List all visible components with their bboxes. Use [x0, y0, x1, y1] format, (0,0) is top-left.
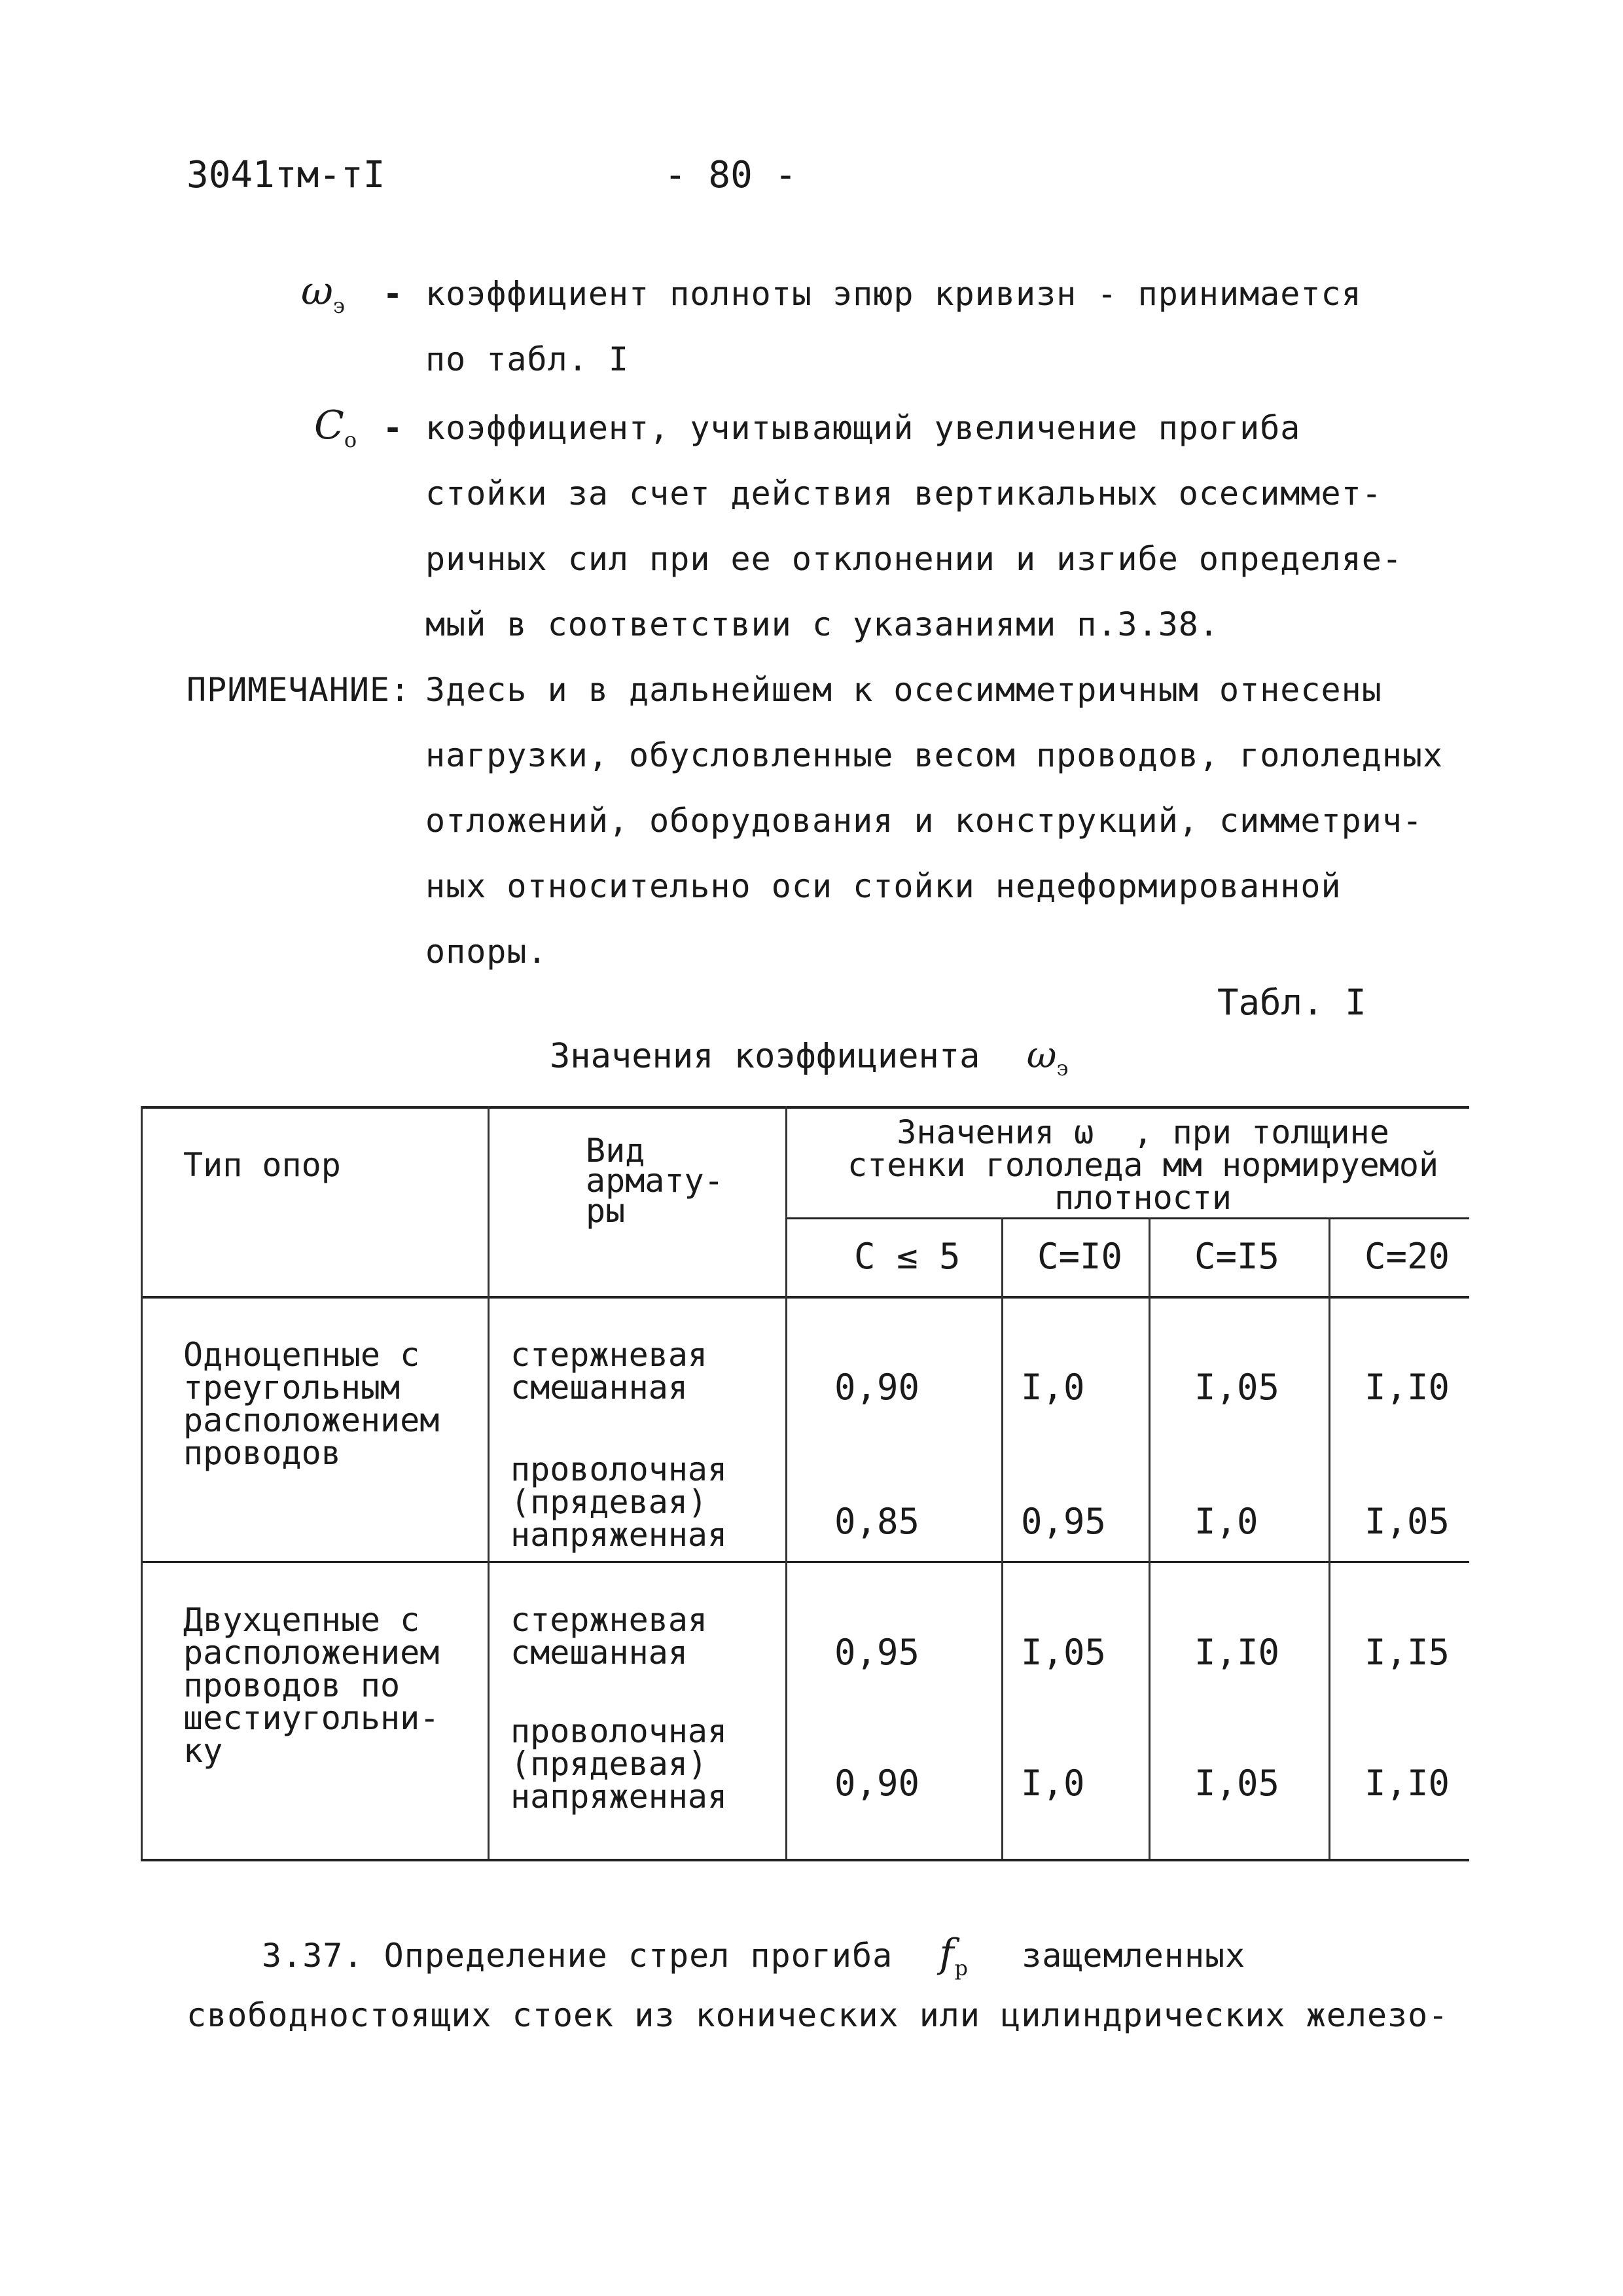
table-border	[141, 1106, 1469, 1109]
header-values-group: Значения ω , при толщине стенки гололеда мм нормируемой плотности	[847, 1113, 1439, 1217]
value-cell: I,I0	[1364, 1367, 1450, 1408]
paragraph-3-37	[262, 1931, 1245, 1981]
row-group-type: Одноцепные с треугольным расположением проводов	[183, 1336, 440, 1472]
table-rule	[785, 1106, 787, 1859]
paragraph-text: защемленных	[1022, 1937, 1246, 1975]
value-cell: 0,85	[834, 1501, 920, 1542]
f-p-symbol: $f_p$	[939, 1931, 969, 1981]
header-c15: C=I5	[1194, 1236, 1280, 1277]
table-rule	[785, 1217, 1469, 1219]
value-cell: I,0	[1021, 1367, 1085, 1408]
value-cell: I,0	[1021, 1763, 1085, 1804]
value-cell: I,05	[1194, 1763, 1280, 1804]
table-label: Табл. I	[1217, 982, 1366, 1023]
armature-cell: проволочная (прядевая) напряженная	[510, 1712, 728, 1816]
header-type: Тип опор	[183, 1146, 341, 1184]
armature-cell: стержневая смешанная	[510, 1336, 708, 1407]
table-rule	[1001, 1217, 1003, 1859]
paragraph-line: свободностоящих стоек из конических или цилиндрических железо-	[187, 1996, 1449, 2034]
value-cell: 0,95	[834, 1632, 920, 1673]
note-line: отложений, оборудования и конструкций, симметрич-	[425, 802, 1423, 840]
table-rule	[488, 1106, 490, 1859]
value-cell: I,05	[1194, 1367, 1280, 1408]
omega-e-symbol: $\omega_э$	[1026, 1034, 1069, 1081]
c-o-symbol: $C_о$	[314, 403, 357, 452]
definition-line: мый в соответствии с указаниями п.3.38.	[425, 605, 1219, 643]
header-c20: C=20	[1364, 1236, 1450, 1277]
value-cell: I,0	[1194, 1501, 1258, 1542]
armature-cell: проволочная (прядевая) напряженная	[510, 1450, 728, 1554]
header-armature: Вид армату- ры	[586, 1132, 724, 1230]
note-line: ных относительно оси стойки недеформированной	[425, 867, 1342, 905]
note-line: Здесь и в дальнейшем к осесимметричным отнесены	[425, 671, 1382, 709]
value-cell: 0,90	[834, 1763, 920, 1804]
value-cell: I,I0	[1194, 1632, 1280, 1673]
paragraph-text: Определение стрел прогиба	[383, 1937, 893, 1975]
definition-dash: -	[383, 275, 404, 313]
value-cell: 0,90	[834, 1367, 920, 1408]
definition-dash: -	[383, 409, 404, 447]
armature-cell: стержневая смешанная	[510, 1601, 708, 1672]
table-title: Значения коэффициента $\omega_э$	[550, 1034, 1069, 1081]
table-border	[141, 1859, 1469, 1861]
definition-line: коэффициент полноты эпюр кривизн - принимается	[425, 275, 1362, 313]
header-c10: C=I0	[1037, 1236, 1123, 1277]
note-line: опоры.	[425, 933, 548, 971]
definition-line: по табл. I	[425, 340, 630, 378]
value-cell: I,I5	[1364, 1632, 1450, 1673]
table-border	[141, 1106, 143, 1859]
coefficient-table	[141, 1106, 1469, 1865]
definition-line: ричных сил при ее отклонении и изгибе определяе-	[425, 540, 1402, 578]
header-c5: C ≤ 5	[854, 1236, 961, 1277]
omega-e-symbol: $\omega_э$	[301, 268, 345, 318]
document-code: 3041тм-тI	[187, 154, 385, 196]
value-cell: I,I0	[1364, 1763, 1450, 1804]
definition-line: стойки за счет действия вертикальных осесиммет-	[425, 475, 1382, 512]
paragraph-number: 3.37.	[262, 1937, 364, 1975]
note-label: ПРИМЕЧАНИЕ:	[187, 671, 411, 709]
table-rule	[1149, 1217, 1150, 1859]
table-rule	[1329, 1217, 1330, 1859]
note-line: нагрузки, обусловленные весом проводов, гололедных	[425, 736, 1444, 774]
value-cell: I,05	[1364, 1501, 1450, 1542]
page-number: - 80 -	[664, 154, 797, 196]
definition-line: коэффициент, учитывающий увеличение прогиба	[425, 409, 1301, 447]
table-rule	[141, 1296, 1469, 1299]
row-group-type: Двухцепные с расположением проводов по шестиугольни- ку	[183, 1601, 440, 1770]
table-rule	[141, 1561, 1469, 1563]
value-cell: I,05	[1021, 1632, 1107, 1673]
value-cell: 0,95	[1021, 1501, 1107, 1542]
